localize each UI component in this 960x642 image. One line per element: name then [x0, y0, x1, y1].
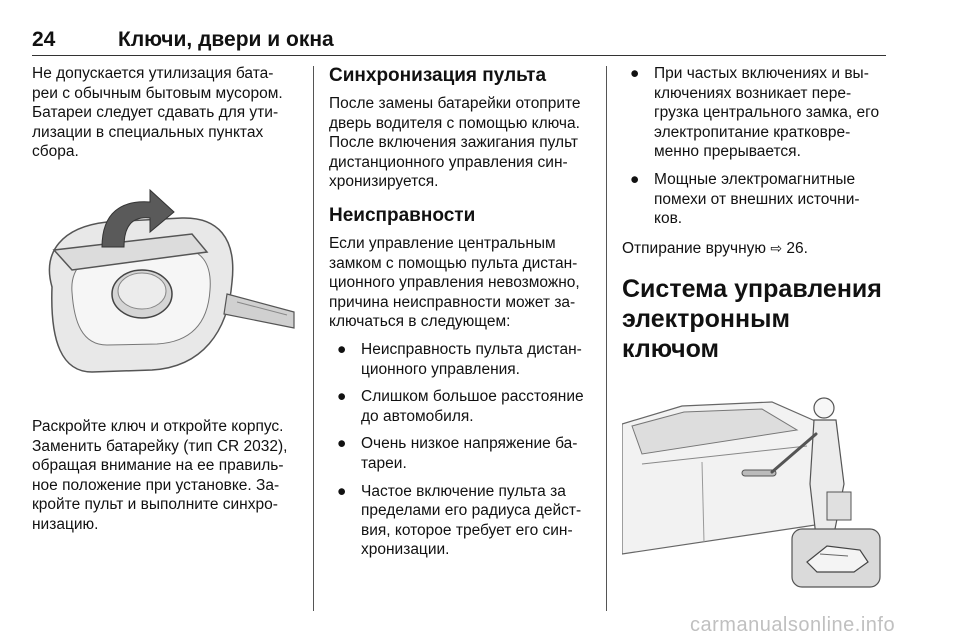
- header-rule: [32, 55, 886, 56]
- fault-bullet-5: ● При частых включениях и вы- ключениях возникает пере- грузка центрального замка, его электропитание кратковре- менно прерывается.: [622, 64, 890, 162]
- column-divider-1: [313, 66, 314, 611]
- bullet-icon: ●: [630, 170, 640, 188]
- fault-bullet-6: ● Мощные электромагнитные помехи от внешних источни- ков.: [622, 170, 890, 229]
- column-left: [32, 64, 300, 535]
- fault-bullet-3: ● Очень низкое напряжение ба- тареи.: [329, 434, 599, 473]
- manual-unlock-page-link[interactable]: 26.: [786, 239, 808, 257]
- bullet-icon: ●: [337, 482, 347, 500]
- column-divider-2: [606, 66, 607, 611]
- sync-heading: Синхронизация пульта: [329, 65, 547, 86]
- watermark: carmanualsonline.info: [690, 614, 896, 636]
- column-right: [622, 64, 890, 596]
- bullet-icon: ●: [630, 65, 640, 82]
- fault-bullet-2: ● Слишком большое расстояние до автомобиля.: [329, 387, 599, 426]
- arrow-right-icon[interactable]: ⇨: [770, 239, 783, 256]
- manual-unlock-ref: Отпирание вручную ⇨ 26.: [622, 239, 808, 257]
- fault-bullet-1: ● Неисправность пульта дистан- ционного управления.: [329, 340, 599, 379]
- page-number: 24: [32, 28, 56, 51]
- key-battery-illustration: [32, 182, 300, 397]
- fault-heading: Неисправности: [329, 204, 476, 226]
- intro-paragraph: Не допускается утилизация бата- реи с обычным бытовым мусором. Батареи следует сдавать для ути- лизации в специальных пунктах сбора.: [32, 65, 283, 161]
- battery-caption: Раскройте ключ и откройте корпус. Заменить батарейку (тип CR 2032), обращая внимание на ее правиль- ное положение при установке. За- кройте пульт и выполните синхро- низацию.: [32, 417, 288, 533]
- section-title: Ключи, двери и окна: [118, 28, 334, 51]
- electronic-key-heading: Система управления электронным ключом: [622, 275, 882, 364]
- electronic-key-illustration: [622, 384, 884, 596]
- sync-paragraph: После замены батарейки отоприте дверь водителя с помощью ключа. После включения зажигания пульт дистанционного управления син- хронизируется.: [329, 95, 581, 191]
- fault-paragraph: Если управление центральным замком с помощью пульта дистан- ционного управления невозможно, причина неисправности может за- ключаться в следующем:: [329, 234, 580, 331]
- fault-bullet-4: ● Частое включение пульта за пределами его радиуса дейст- вия, которое требует его син- хронизации.: [329, 482, 599, 560]
- bullet-icon: ●: [337, 435, 347, 453]
- bullet-icon: ●: [337, 388, 347, 406]
- bullet-icon: ●: [337, 340, 347, 358]
- column-middle: [329, 64, 599, 560]
